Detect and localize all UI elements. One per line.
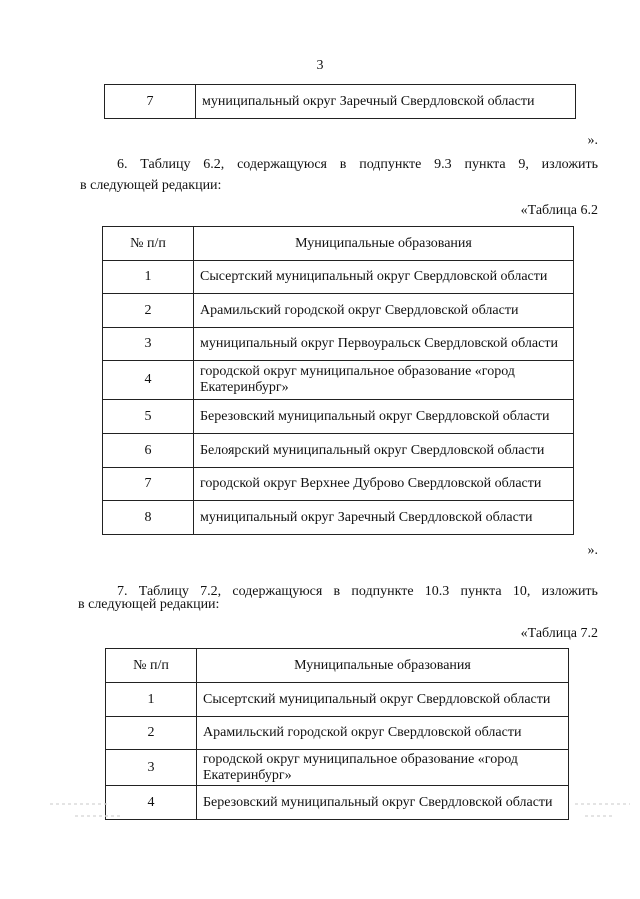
- word: подпункте: [359, 157, 422, 172]
- table-row: [103, 328, 574, 361]
- row-name: Сысертский муниципальный округ Свердловской области: [194, 261, 574, 294]
- table-6-2-caption: «Таблица 6.2: [520, 203, 598, 218]
- row-name: муниципальный округ Заречный Свердловской области: [194, 501, 574, 535]
- word: изложить: [541, 584, 598, 599]
- row-number: 1: [106, 683, 197, 717]
- row-name: Арамильский городской округ Свердловской области: [197, 717, 569, 750]
- word: 9.3: [434, 157, 452, 172]
- table-row: [103, 400, 574, 434]
- table-row: [103, 501, 574, 535]
- table-row: [103, 361, 574, 400]
- closing-quote-1: ».: [587, 133, 598, 148]
- paragraph-7-line-2: в следующей редакции:: [78, 597, 220, 612]
- word: 7.2,: [200, 584, 222, 599]
- word: 10.3: [424, 584, 450, 599]
- paragraph-6-line-2: в следующей редакции:: [80, 178, 222, 193]
- row-number: 1: [103, 261, 194, 294]
- row-number: 7: [103, 468, 194, 501]
- row-name: Березовский муниципальный округ Свердловской области: [194, 400, 574, 434]
- row-name: муниципальный округ Заречный Свердловской области: [196, 85, 576, 119]
- table-row: [103, 468, 574, 501]
- scan-artifact: [75, 815, 120, 817]
- word: 10,: [512, 584, 531, 599]
- table-row: [103, 434, 574, 468]
- table-6-2: [102, 226, 574, 535]
- row-name: городской округ муниципальное образование «город Екатеринбург»: [197, 750, 569, 786]
- row-number: 4: [103, 361, 194, 400]
- row-name: Сысертский муниципальный округ Свердловской области: [197, 683, 569, 717]
- word: содержащуюся: [237, 157, 327, 172]
- table-row: [103, 294, 574, 328]
- row-number: 4: [106, 786, 197, 820]
- word: Таблицу: [138, 584, 189, 599]
- scan-artifact: [575, 803, 630, 805]
- table-row: [106, 786, 569, 820]
- table-row: [105, 85, 576, 119]
- word: Таблицу: [140, 157, 191, 172]
- row-number: 6: [103, 434, 194, 468]
- header-number: № п/п: [106, 649, 197, 683]
- table-row: [103, 261, 574, 294]
- closing-quote-2: ».: [587, 543, 598, 558]
- scan-artifact: [585, 815, 615, 817]
- table-header-row: [106, 649, 569, 683]
- word: подпункте: [351, 584, 414, 599]
- row-name: городской округ Верхнее Дуброво Свердловской области: [194, 468, 574, 501]
- row-name: муниципальный округ Первоуральск Свердловской области: [194, 328, 574, 361]
- table-7-2: [105, 648, 569, 820]
- row-name: Белоярский муниципальный округ Свердловской области: [194, 434, 574, 468]
- table-row: [106, 683, 569, 717]
- paragraph-6-line-1: [117, 155, 598, 174]
- word: 7.: [117, 584, 128, 599]
- word: 6.: [117, 157, 128, 172]
- row-number: 2: [106, 717, 197, 750]
- row-number: 8: [103, 501, 194, 535]
- table-row: [106, 717, 569, 750]
- row-number: 3: [106, 750, 197, 786]
- table-7-2-caption: «Таблица 7.2: [520, 626, 598, 641]
- table-header-row: [103, 227, 574, 261]
- row-number: 5: [103, 400, 194, 434]
- page-number: 3: [316, 58, 324, 73]
- row-name: городской округ муниципальное образование «город Екатеринбург»: [194, 361, 574, 400]
- row-name: Березовский муниципальный округ Свердловской области: [197, 786, 569, 820]
- header-name: Муниципальные образования: [197, 649, 569, 683]
- row-number: 2: [103, 294, 194, 328]
- word: 9,: [518, 157, 529, 172]
- row-name: Арамильский городской округ Свердловской области: [194, 294, 574, 328]
- header-name: Муниципальные образования: [194, 227, 574, 261]
- word: содержащуюся: [232, 584, 323, 599]
- word: в: [339, 157, 347, 172]
- scan-artifact: [50, 803, 110, 805]
- word: в: [333, 584, 341, 599]
- word: 6.2,: [203, 157, 225, 172]
- word: пункта: [464, 157, 506, 172]
- word: пункта: [460, 584, 502, 599]
- word: изложить: [541, 157, 598, 172]
- table-row: [106, 750, 569, 786]
- table-continuation: [104, 84, 576, 119]
- row-number: 7: [105, 85, 196, 119]
- row-number: 3: [103, 328, 194, 361]
- header-number: № п/п: [103, 227, 194, 261]
